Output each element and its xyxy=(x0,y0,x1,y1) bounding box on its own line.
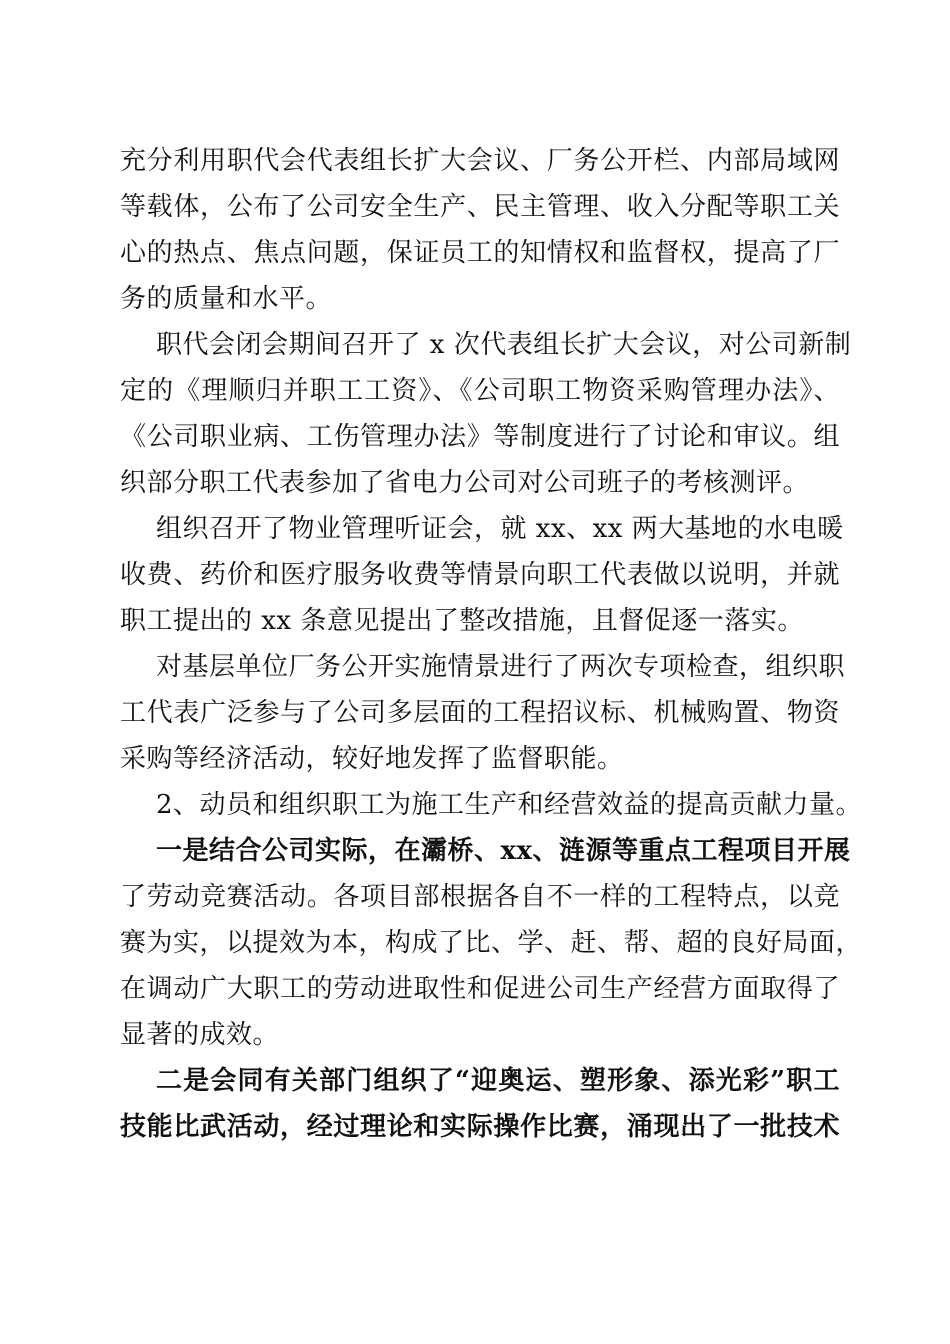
section-heading xyxy=(120,782,863,828)
text-line: 一是结合公司实际，在灞桥、xx、涟源等重点工程项目开展 xyxy=(156,836,851,866)
text-line: 采购等经济活动，较好地发挥了监督职能。 xyxy=(120,744,624,774)
text-line: 2、动员和组织职工为施工生产和经营效益的提高贡献力量。 xyxy=(156,790,863,820)
text-line: 织部分职工代表参加了省电力公司对公司班子的考核测评。 xyxy=(120,468,810,498)
text-line: 技能比武活动，经过理论和实际操作比赛，涌现出了一批技术 xyxy=(120,1112,840,1142)
paragraph xyxy=(120,506,844,644)
text-line: 《公司职业病、工伤管理办法》等制度进行了讨论和审议。组 xyxy=(120,422,840,452)
text-line: 等载体，公布了公司安全生产、民主管理、收入分配等职工关 xyxy=(120,192,840,222)
paragraph xyxy=(120,828,863,1058)
paragraph xyxy=(120,644,846,782)
text-line: 务的质量和水平。 xyxy=(120,284,333,314)
text-line: 职工提出的 xx 条意见提出了整改措施，且督促逐一落实。 xyxy=(120,606,804,636)
text-line: 心的热点、焦点问题，保证员工的知情权和监督权，提高了厂 xyxy=(120,238,840,268)
text-line: 充分利用职代会代表组长扩大会议、厂务公开栏、内部局域网 xyxy=(120,146,840,176)
paragraph xyxy=(120,322,852,506)
text-line: 工代表广泛参与了公司多层面的工程招议标、机械购置、物资 xyxy=(120,698,840,728)
text-line: 收费、药价和医疗服务收费等情景向职工代表做以说明，并就 xyxy=(120,560,840,590)
text-line: 在调动广大职工的劳动进取性和促进公司生产经营方面取得了 xyxy=(120,974,840,1004)
text-line: 定的《理顺归并职工工资》、《公司职工物资采购管理办法》、 xyxy=(120,376,840,406)
document-body xyxy=(120,138,863,1150)
text-line: 二是会同有关部门组织了“迎奥运、塑形象、添光彩”职工 xyxy=(156,1066,840,1096)
paragraph xyxy=(120,1058,840,1150)
text-line: 了劳动竞赛活动。各项目部根据各自不一样的工程特点，以竞 xyxy=(120,882,840,912)
text-line: 赛为实，以提效为本，构成了比、学、赶、帮、超的良好局面， xyxy=(120,928,863,958)
text-line: 职代会闭会期间召开了 x 次代表组长扩大会议，对公司新制 xyxy=(156,330,852,360)
text-line: 组织召开了物业管理听证会，就 xx、xx 两大基地的水电暖 xyxy=(156,514,844,544)
text-line: 显著的成效。 xyxy=(120,1020,280,1050)
paragraph xyxy=(120,138,840,322)
text-line: 对基层单位厂务公开实施情景进行了两次专项检查，组织职 xyxy=(156,652,846,682)
